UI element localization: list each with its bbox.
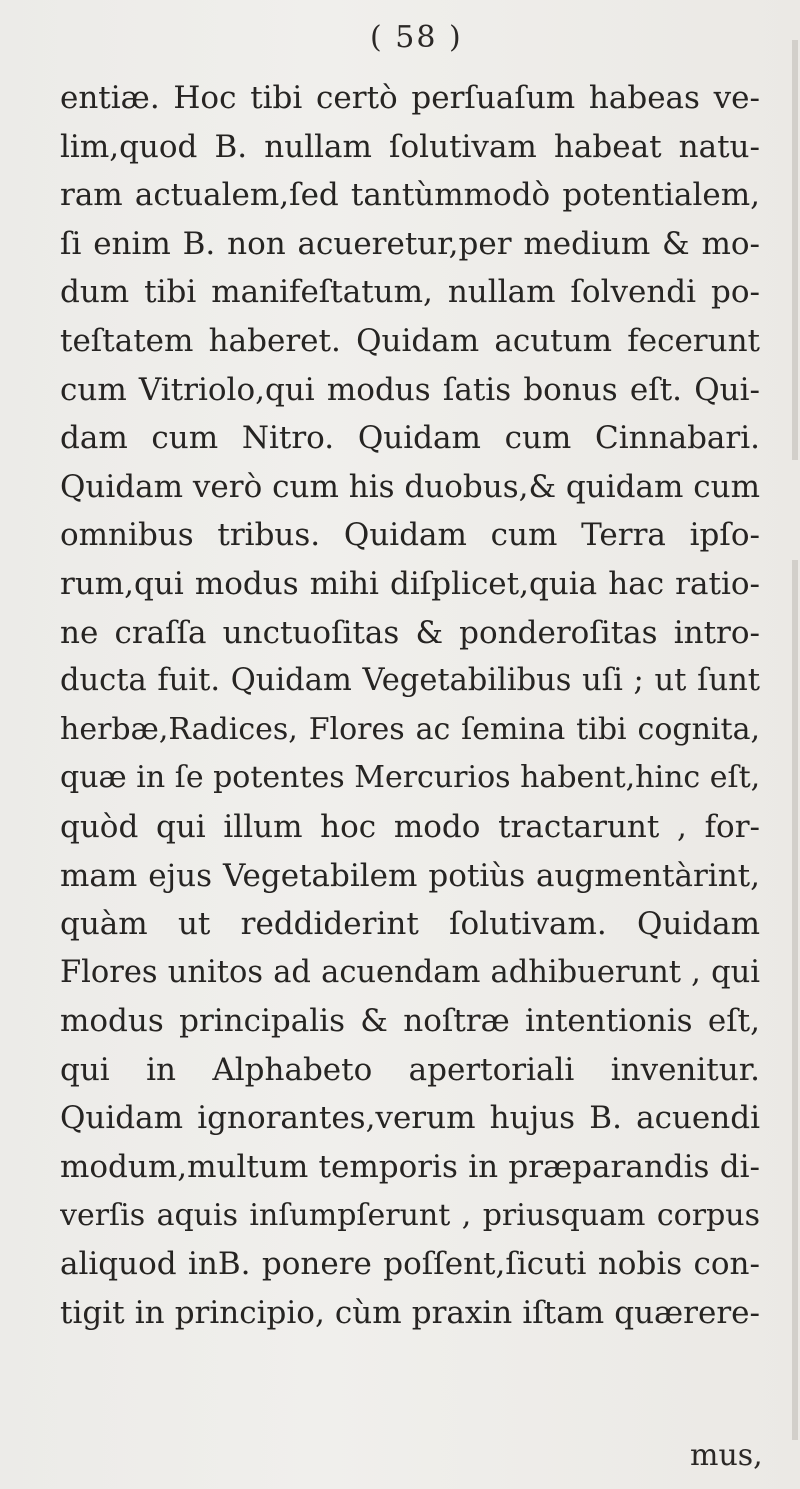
text-line: cum Vitriolo,qui modus ſatis bonus eſt. Qui- (60, 371, 760, 408)
text-line: tigit in principio, cùm praxin iſtam quærere- (60, 1294, 760, 1331)
text-line: herbæ,Radices, Flores ac ſemina tibi cognita, (60, 711, 760, 747)
text-line: quæ in ſe potentes Mercurios habent,hinc eſt, (60, 760, 760, 796)
text-line: Quidam verò cum his duobus,& quidam cum (60, 468, 760, 505)
text-line: mam ejus Vegetabilem potiùs augmentàrint, (60, 857, 760, 894)
text-line: Flores unitos ad acuendam adhibuerunt , qui (60, 954, 760, 990)
text-line: rum,qui modus mihi diſplicet,quia hac ratio- (60, 565, 760, 602)
page-edge-shadow (792, 40, 798, 460)
text-line: verſis aquis inſumpſerunt , priusquam corpus (60, 1197, 760, 1233)
text-line: Quidam ignorantes,verum hujus B. acuendi (60, 1100, 760, 1137)
text-line: modum,multum temporis in præparandis di- (60, 1149, 760, 1186)
text-line: entiæ. Hoc tibi certò perſuaſum habeas ve- (60, 80, 760, 116)
page-edge-shadow (792, 560, 798, 1440)
text-line: ne craſſa unctuoſitas & ponderoſitas intro- (60, 614, 760, 651)
text-line: quàm ut reddiderint ſolutivam. Quidam (60, 906, 760, 943)
text-line: ducta fuit. Quidam Vegetabilibus uſi ; ut ſunt (60, 663, 760, 699)
text-line: teſtatem haberet. Quidam acutum fecerunt (60, 322, 760, 359)
text-line: ram actualem,ſed tantùmmodò potentialem, (60, 177, 760, 214)
text-line: modus principalis & noſtræ intentionis eſt, (60, 1003, 760, 1040)
text-line: dam cum Nitro. Quidam cum Cinnabari. (60, 420, 760, 457)
page-number: ( 58 ) (370, 20, 463, 55)
text-line: ſi enim B. non acueretur,per medium & mo- (60, 225, 760, 262)
text-line: qui in Alphabeto apertoriali invenitur. (60, 1051, 760, 1088)
text-line: aliquod inB. ponere poſſent,ſicuti nobis con- (60, 1246, 760, 1283)
body-text (60, 74, 760, 1337)
text-line: lim,quod B. nullam ſolutivam habeat natu- (60, 128, 760, 165)
text-line: dum tibi manifeſtatum, nullam ſolvendi po- (60, 274, 760, 311)
catchword: mus, (690, 1438, 763, 1473)
text-line: omnibus tribus. Quidam cum Terra ipſo- (60, 517, 760, 554)
text-line: quòd qui illum hoc modo tractarunt , for- (60, 808, 760, 845)
